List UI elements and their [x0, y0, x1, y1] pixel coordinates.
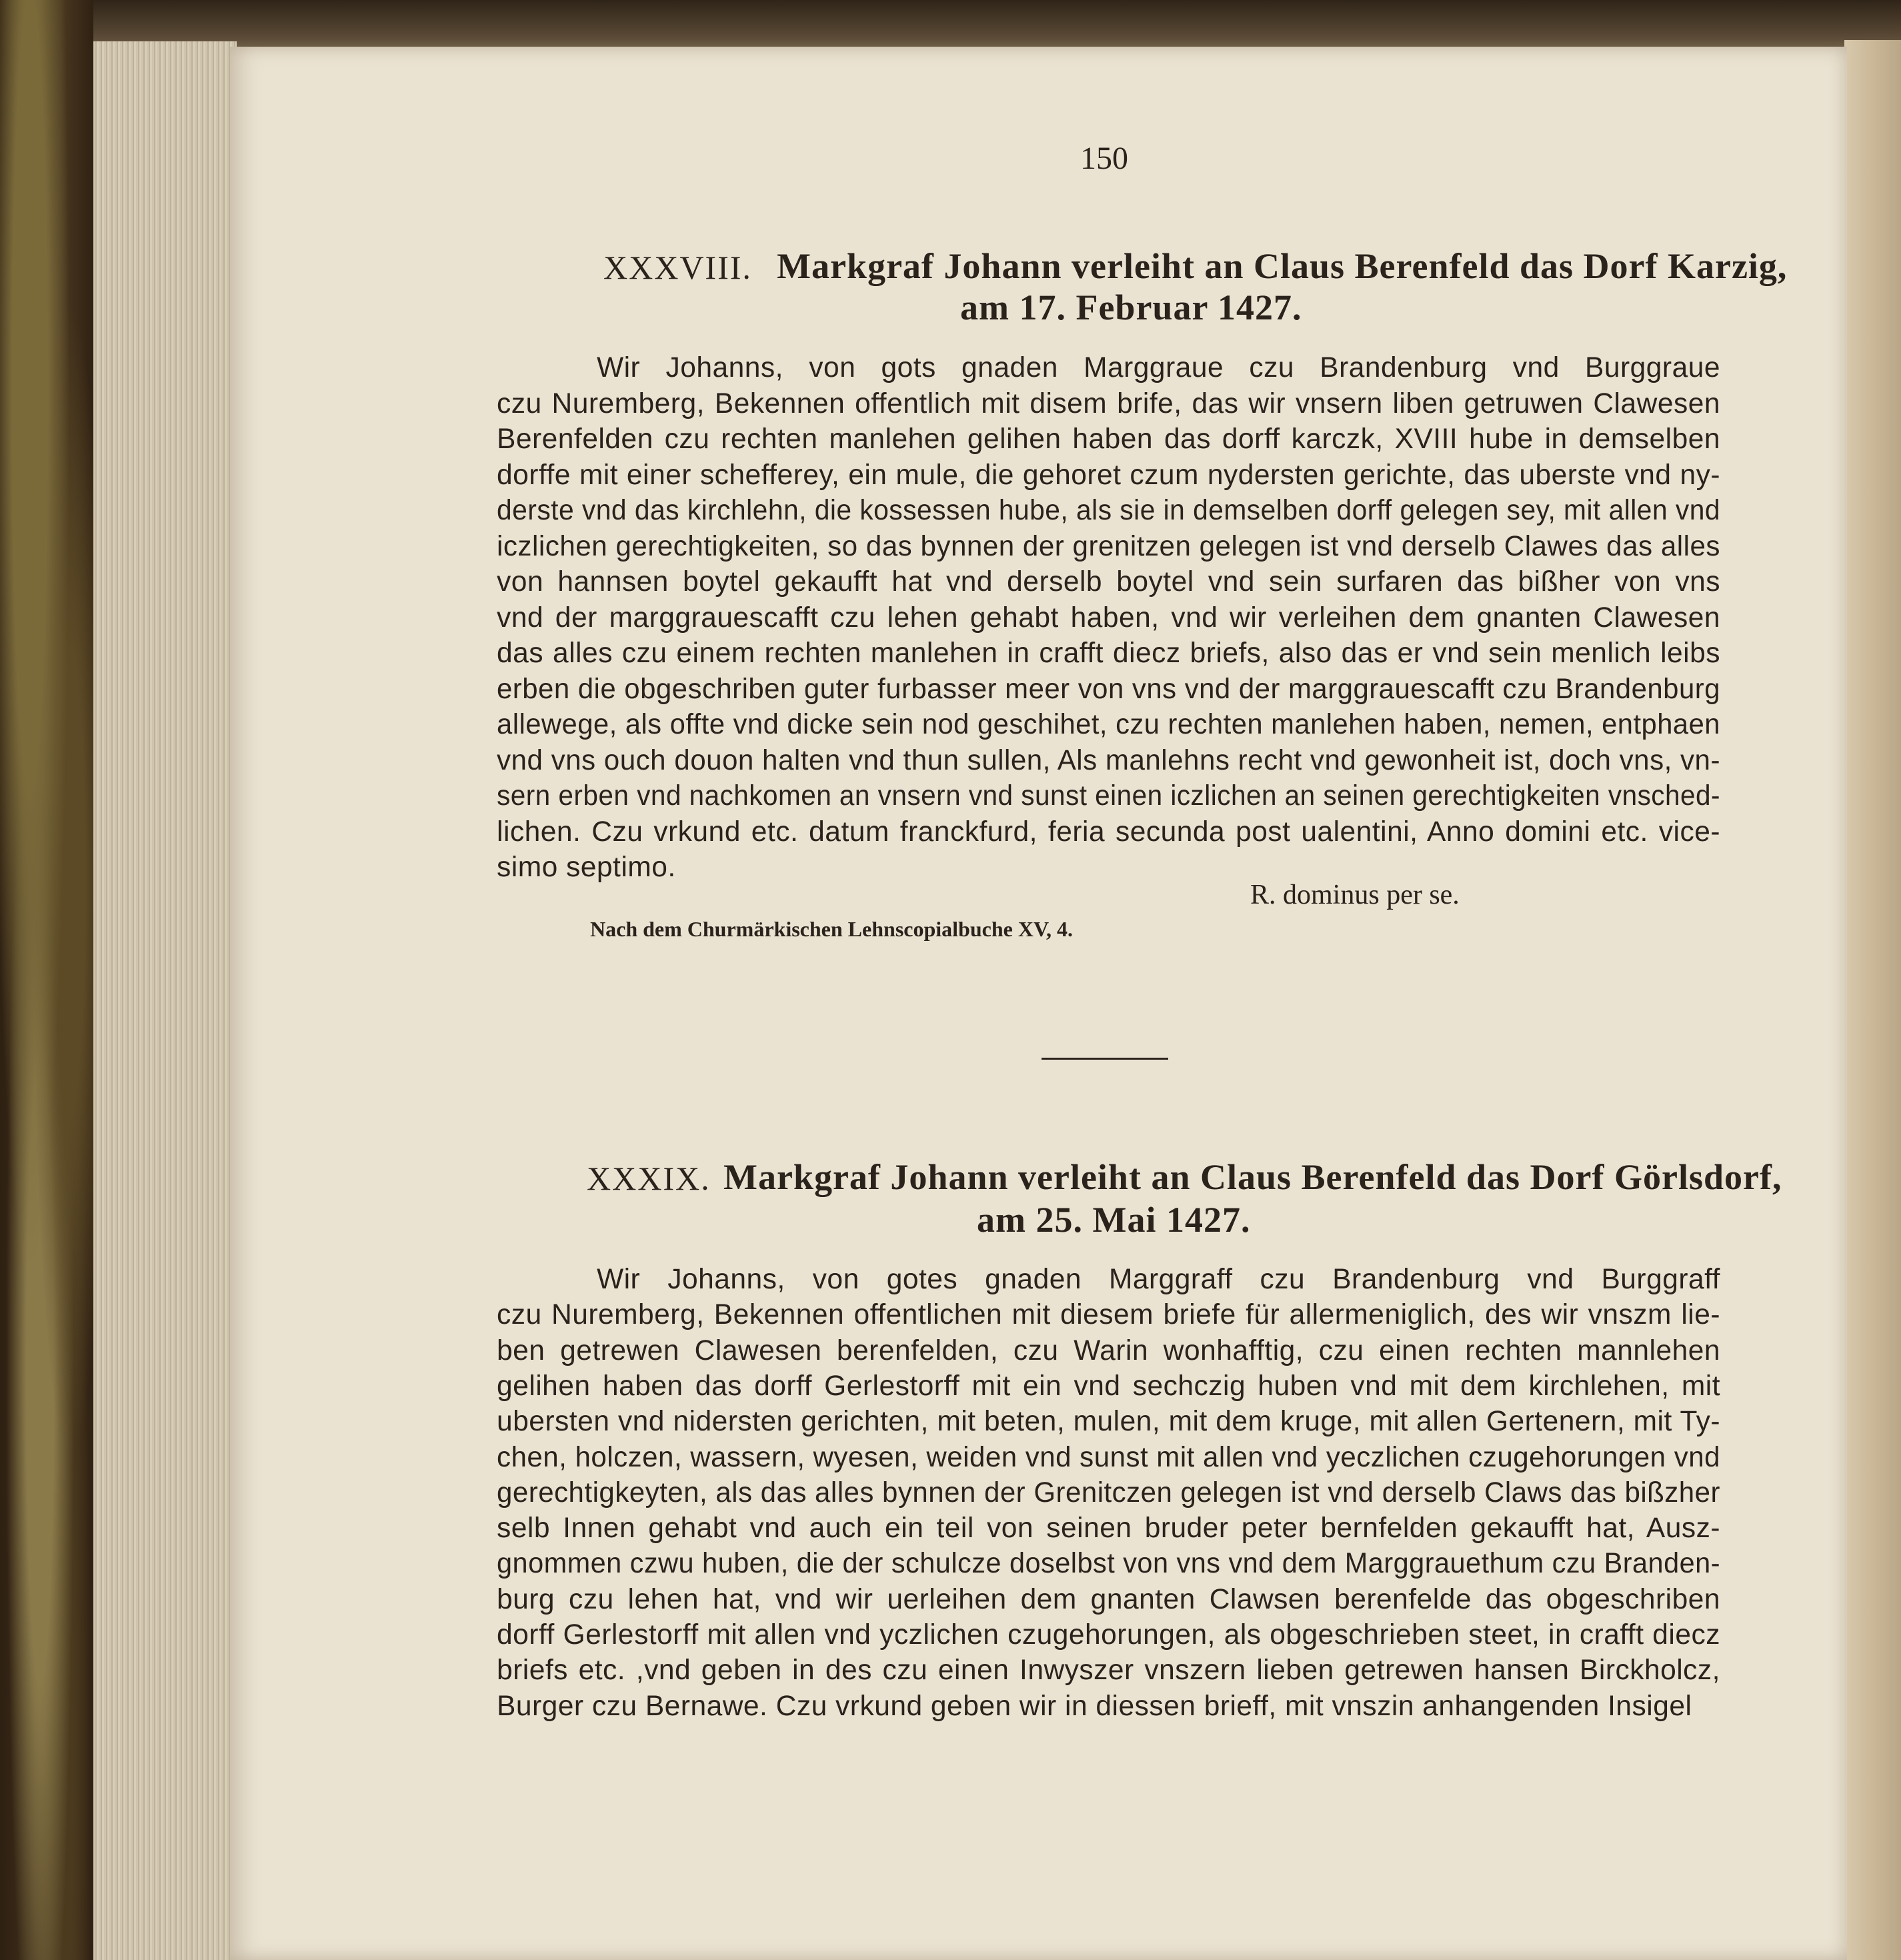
body-line: chen, holczen, wassern, wyesen, weiden vnd sunst mit allen vnd yeczlichen czugehorungen vnd	[497, 1441, 1720, 1473]
body-line: sern erben vnd nachkomen an vnsern vnd sunst einen iczlichen an seinen gerechtigkeiten vnsched-	[497, 780, 1720, 812]
section-title: Markgraf Johann verleiht an Claus Berenfeld das Dorf Görlsdorf,	[723, 1157, 1782, 1197]
page-number: 150	[1080, 141, 1128, 176]
body-line: gelihen haben das dorff Gerlestorff mit ein vnd sechczig huben vnd mit dem kirchlehen, mit	[497, 1370, 1720, 1402]
body-line: Berenfelden czu rechten manlehen gelihen haben das dorff karczk, XVIII hube in demselben	[497, 423, 1720, 455]
body-line: gnommen czwu huben, die der schulcze doselbst von vns vnd dem Marggrauethum czu Branden-	[497, 1548, 1720, 1580]
body-line: simo septimo.	[497, 852, 676, 883]
section-title: Markgraf Johann verleiht an Claus Berenfeld das Dorf Karzig,	[777, 246, 1788, 286]
body-line: gerechtigkeyten, als das alles bynnen der Grenitczen gelegen ist vnd derselb Claws das bißzher	[497, 1477, 1720, 1509]
section-date: am 17. Februar 1427.	[960, 287, 1302, 327]
book-cover-left	[0, 0, 100, 1960]
body-line: selb Innen gehabt vnd auch ein teil von seinen bruder peter bernfelden gekaufft hat, Ausz-	[497, 1513, 1720, 1545]
page-edges	[93, 41, 237, 1960]
body-line: vnd der marggrauescafft czu lehen gehabt haben, vnd wir verleihen dem gnanten Clawesen	[497, 602, 1720, 634]
source-note: Nach dem Churmärkischen Lehnscopialbuche XV, 4.	[590, 917, 1073, 941]
section-number: XXXIX.	[587, 1160, 711, 1197]
signature: R. dominus per se.	[1250, 880, 1460, 910]
facing-page-edge	[1844, 40, 1901, 1960]
body-line: vnd vns ouch douon halten vnd thun sullen, Als manlehns recht vnd gewonheit ist, doch vns, vn-	[497, 744, 1720, 776]
body-line: derste vnd das kirchlehn, die kossessen hube, als sie in demselben dorff gelegen sey, mit allen vnd	[497, 495, 1720, 526]
body-line: czu Nuremberg, Bekennen offentlichen mit diesem briefe für allermeniglich, des wir vnszm lie-	[497, 1299, 1720, 1331]
body-line: Wir Johanns, von gots gnaden Marggraue czu Brandenburg vnd Burggraue	[597, 352, 1720, 383]
body-line: czu Nuremberg, Bekennen offentlich mit disem brife, das wir vnsern liben getruwen Clawesen	[497, 387, 1720, 419]
body-line: erben die obgeschriben guter furbasser meer von vns vnd der marggrauescafft czu Brandenburg	[497, 673, 1720, 705]
body-line: dorffe mit einer schefferey, ein mule, die gehoret czum nydersten gerichte, das uberste vnd ny-	[497, 459, 1720, 491]
book-cover-top	[93, 0, 1901, 47]
body-line: Burger czu Bernawe. Czu vrkund geben wir in diessen brieff, mit vnszin anhangenden Insigel	[497, 1690, 1692, 1722]
body-line: allewege, als offte vnd dicke sein nod geschihet, czu rechten manlehen haben, nemen, entphaen	[497, 709, 1720, 740]
section-date: am 25. Mai 1427.	[977, 1200, 1251, 1240]
body-line: dorff Gerlestorff mit allen vnd yczlichen czugehorungen, als obgeschrieben steet, in crafft diecz	[497, 1619, 1720, 1651]
body-line: briefs etc. ,vnd geben in des czu einen Inwyszer vnszern lieben getrewen hansen Birckholcz,	[497, 1655, 1720, 1687]
body-line: ben getrewen Clawesen berenfelden, czu Warin wonhafftig, czu einen rechten mannlehen	[497, 1334, 1720, 1366]
section-divider	[1042, 1058, 1168, 1060]
body-line: burg czu lehen hat, vnd wir uerleihen dem gnanten Clawsen berenfelde das obgeschriben	[497, 1583, 1720, 1615]
body-line: Wir Johanns, von gotes gnaden Marggraff czu Brandenburg vnd Burggraff	[597, 1264, 1720, 1295]
body-line: iczlichen gerechtigkeiten, so das bynnen der grenitzen gelegen ist vnd derselb Clawes das alles	[497, 530, 1720, 562]
body-line: von hannsen boytel gekaufft hat vnd derselb boytel vnd sein surfaren das bißher von vns	[497, 566, 1720, 598]
body-line: das alles czu einem rechten manlehen in crafft diecz briefs, also das er vnd sein menlich leibs	[497, 638, 1720, 669]
body-line: lichen. Czu vrkund etc. datum franckfurd, feria secunda post ualentini, Anno domini etc. vice-	[497, 816, 1720, 848]
body-line: ubersten vnd nidersten gerichten, mit beten, mulen, mit dem kruge, mit allen Gertenern, mit Ty-	[497, 1406, 1720, 1438]
section-number: XXXVIII.	[603, 249, 752, 286]
